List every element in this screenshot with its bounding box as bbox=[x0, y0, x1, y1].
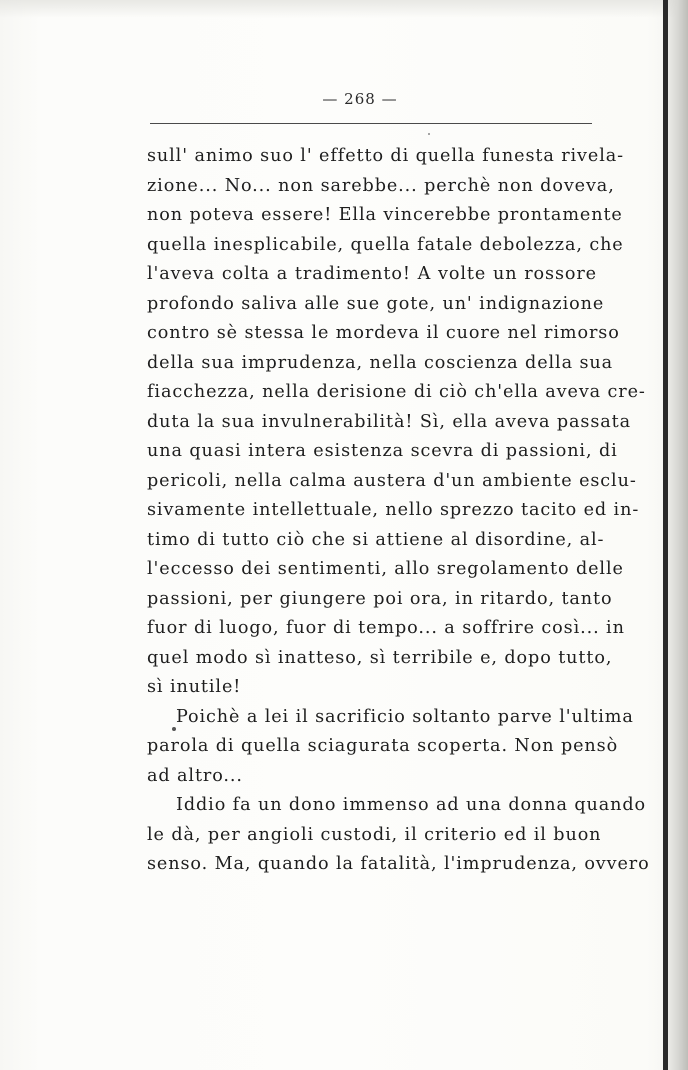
text-line: duta la sua invulnerabilità! Sì, ella aveva passata bbox=[147, 411, 631, 432]
text-line: Poichè a lei il sacrificio soltanto parve l'ultima bbox=[176, 706, 634, 727]
text-line: sull' animo suo l' effetto di quella funesta rivela- bbox=[147, 146, 624, 166]
text-line: quel modo sì inatteso, sì terribile e, dopo tutto, bbox=[147, 647, 613, 668]
text-line: ad altro... bbox=[147, 765, 243, 786]
text-line: sivamente intellettuale, nello sprezzo tacito ed in- bbox=[147, 500, 640, 520]
text-line: parola di quella sciagurata scoperta. Non pensò bbox=[147, 736, 619, 756]
text-line: passioni, per giungere poi ora, in ritardo, tanto bbox=[147, 588, 613, 609]
body-text bbox=[147, 142, 650, 880]
text-line: Iddio fa un dono immenso ad una donna quando bbox=[176, 795, 647, 815]
text-line: fuor di luogo, fuor di tempo... a soffrire così... in bbox=[147, 618, 625, 638]
text-line: contro sè stessa le mordeva il cuore nel rimorso bbox=[147, 323, 620, 343]
ink-speck bbox=[172, 727, 176, 731]
top-shadow bbox=[0, 0, 688, 18]
text-line: zione... No... non sarebbe... perchè non doveva, bbox=[147, 175, 615, 196]
text-line: fiacchezza, nella derisione di ciò ch'ella aveva cre- bbox=[147, 382, 646, 402]
text-line: una quasi intera esistenza scevra di passioni, di bbox=[147, 441, 618, 461]
text-line: l'eccesso dei sentimenti, allo sregolamento delle bbox=[147, 559, 624, 579]
text-line: non poteva essere! Ella vincerebbe prontamente bbox=[147, 205, 623, 225]
text-line: della sua imprudenza, nella coscienza della sua bbox=[147, 352, 614, 373]
text-line: sì inutile! bbox=[147, 677, 242, 697]
page-number: — 268 — bbox=[322, 90, 398, 108]
text-line: le dà, per angioli custodi, il criterio ed il buon bbox=[147, 824, 602, 845]
text-line: pericoli, nella calma austera d'un ambiente esclu- bbox=[147, 470, 637, 491]
header-rule bbox=[150, 123, 592, 124]
text-line: quella inesplicabile, quella fatale debolezza, che bbox=[147, 234, 624, 255]
text-line: l'aveva colta a tradimento! A volte un rossore bbox=[147, 264, 597, 284]
text-line: senso. Ma, quando la fatalità, l'imprudenza, ovvero bbox=[147, 854, 650, 874]
text-line: timo di tutto ciò che si attiene al disordine, al- bbox=[147, 529, 605, 550]
text-line: profondo saliva alle sue gote, un' indignazione bbox=[147, 293, 605, 314]
page-binding-edge bbox=[663, 0, 668, 1070]
ink-speck bbox=[428, 133, 430, 135]
